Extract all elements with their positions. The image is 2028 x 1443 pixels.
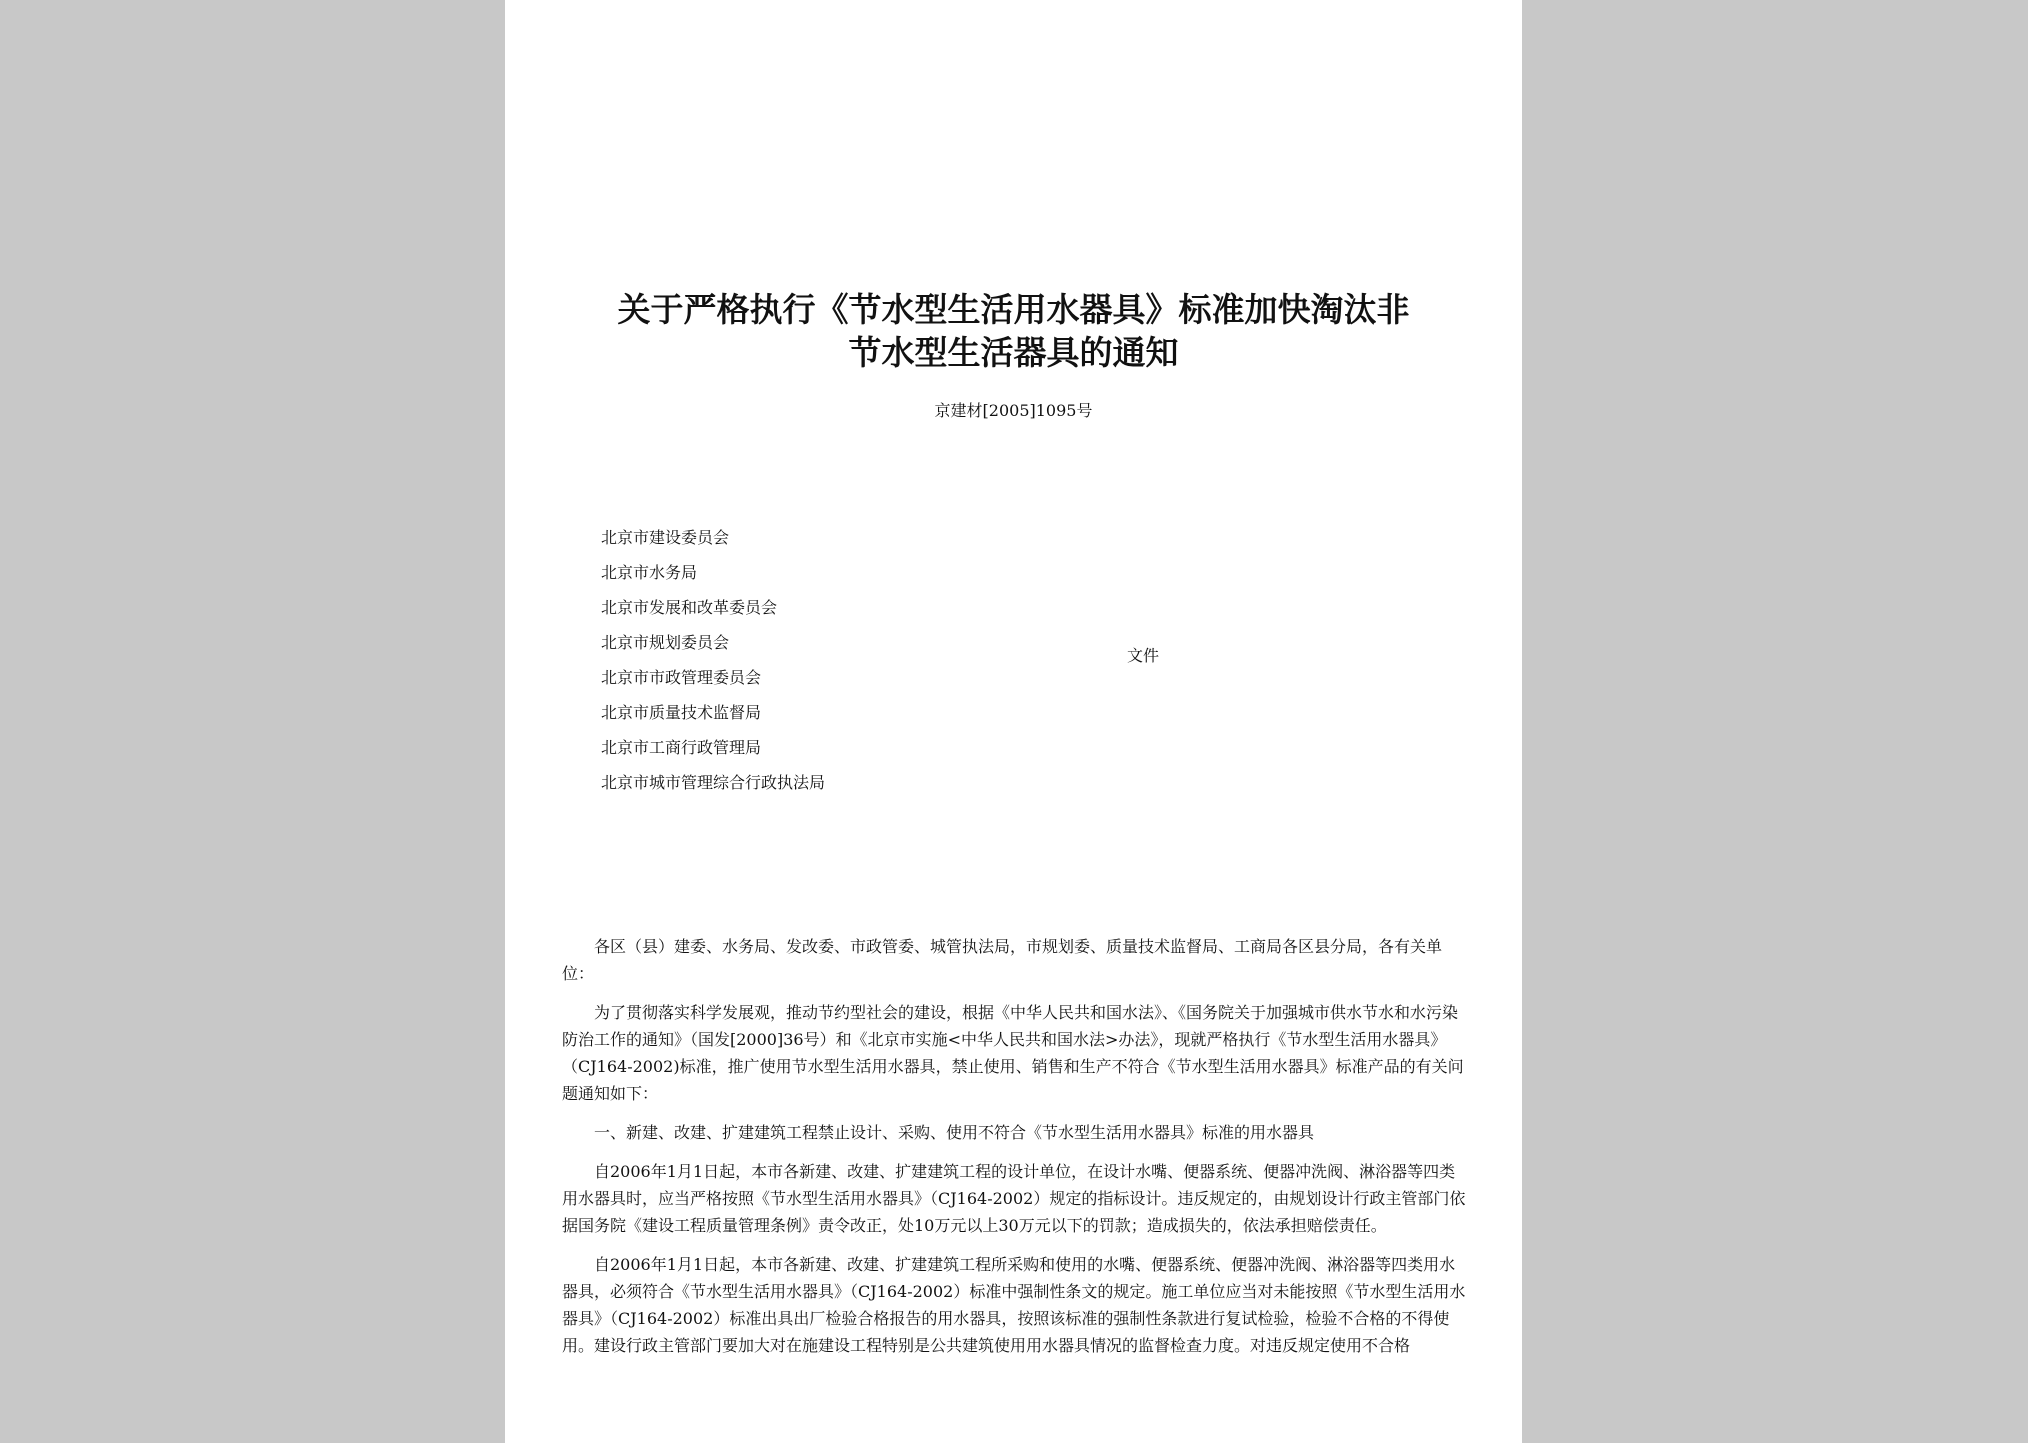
issuer-item: 北京市质量技术监督局 <box>601 703 762 722</box>
issuer-item: 北京市规划委员会 <box>601 633 730 652</box>
title-line-2: 节水型生活器具的通知 <box>848 333 1179 372</box>
issuer-item: 北京市水务局 <box>601 563 698 582</box>
document-title <box>565 288 1462 374</box>
document-body <box>562 933 1470 1371</box>
body-paragraph: 自2006年1月1日起，本市各新建、改建、扩建建筑工程所采购和使用的水嘴、便器系统、便器冲洗阀、淋浴器等四类用水器具，必须符合《节水型生活用水器具》（CJ164-2002）标准中强制性条文的规定。施工单位应当对未能按照《节水型生活用水器具》（CJ164-2002）标准出具出厂检验合格报告的用水器具，按照该标准的强制性条款进行复试检验，检验不合格的不得使用。建设行政主管部门要加大对在施建设工程特别是公共建筑使用用水器具情况的监督检查力度。对违反规定使用不合格 <box>562 1255 1466 1355</box>
issuer-item: 北京市工商行政管理局 <box>601 738 762 757</box>
body-paragraph: 为了贯彻落实科学发展观，推动节约型社会的建设，根据《中华人民共和国水法》、《国务院关于加强城市供水节水和水污染防治工作的通知》（国发[2000]36号）和《北京市实施<中华人民共和国水法>办法》，现就严格执行《节水型生活用水器具》（CJ164-2002)标准，推广使用节水型生活用水器具，禁止使用、销售和生产不符合《节水型生活用水器具》标准产品的有关问题通知如下： <box>562 1003 1464 1103</box>
title-line-1: 关于严格执行《节水型生活用水器具》标准加快淘汰非 <box>617 290 1410 329</box>
file-label: 文件 <box>1127 646 1160 665</box>
body-paragraph: 自2006年1月1日起，本市各新建、改建、扩建建筑工程的设计单位，在设计水嘴、便器系统、便器冲洗阀、淋浴器等四类用水器具时，应当严格按照《节水型生活用水器具》（CJ164-2002）规定的指标设计。违反规定的，由规划设计行政主管部门依据国务院《建设工程质量管理条例》责令改正，处10万元以上30万元以下的罚款；造成损失的，依法承担赔偿责任。 <box>562 1162 1466 1235</box>
issuer-item: 北京市发展和改革委员会 <box>601 598 778 617</box>
document-page <box>505 0 1522 1443</box>
issuer-item: 北京市市政管理委员会 <box>601 668 762 687</box>
section-heading: 一、新建、改建、扩建建筑工程禁止设计、采购、使用不符合《节水型生活用水器具》标准的用水器具 <box>594 1123 1315 1142</box>
issuer-item: 北京市建设委员会 <box>601 528 730 547</box>
issuer-list <box>601 520 825 800</box>
issuer-item: 北京市城市管理综合行政执法局 <box>601 773 826 792</box>
salutation-paragraph: 各区（县）建委、水务局、发改委、市政管委、城管执法局，市规划委、质量技术监督局、工商局各区县分局，各有关单位： <box>562 937 1443 983</box>
document-number: 京建材[2005]1095号 <box>934 401 1093 420</box>
